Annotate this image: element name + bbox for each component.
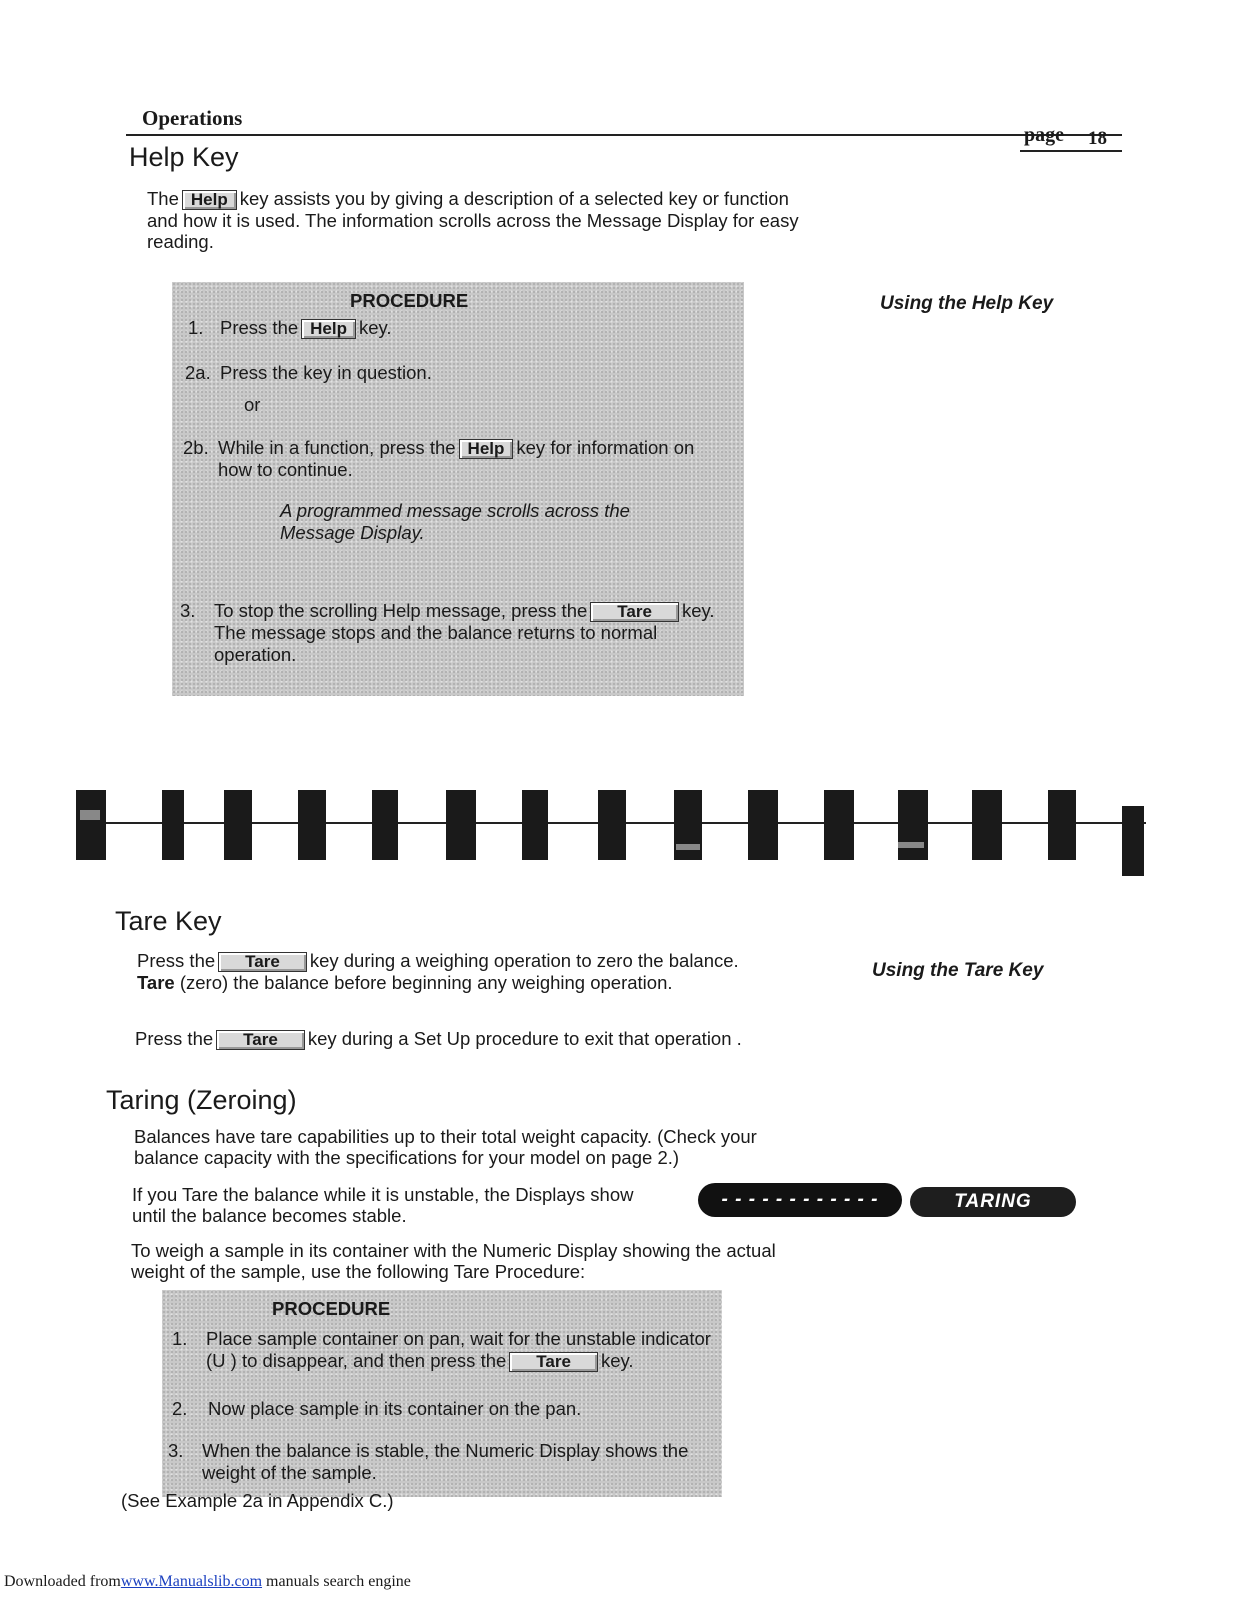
help-procedure-box bbox=[172, 282, 744, 696]
key-strip-divider bbox=[76, 780, 1146, 880]
step-text: key. bbox=[600, 1350, 634, 1371]
manualslib-link[interactable]: www.Manualslib.com bbox=[120, 1573, 263, 1590]
text-line: weight of the sample, use the following Tare Procedure: bbox=[131, 1261, 586, 1282]
footer-prefix: Downloaded from bbox=[4, 1573, 121, 1590]
step-number: 2b. bbox=[183, 437, 209, 458]
step-number: 2a. bbox=[185, 362, 211, 383]
tare-key-heading: Tare Key bbox=[115, 906, 222, 936]
p1-c: (zero) the balance before beginning any weighing operation. bbox=[179, 972, 673, 993]
procedure-step-2: Now place sample in its container on the pan. bbox=[208, 1398, 582, 1419]
see-example-note: (See Example 2a in Appendix C.) bbox=[121, 1490, 394, 1511]
procedure-step-2a: Press the key in question. bbox=[220, 362, 432, 383]
step-text: When the balance is stable, the Numeric Display shows the bbox=[202, 1440, 689, 1461]
footer-suffix: manuals search engine bbox=[262, 1573, 411, 1590]
step-text: how to continue. bbox=[218, 459, 353, 480]
procedure-step-2b bbox=[218, 437, 738, 481]
help-key-icon: Help bbox=[301, 319, 356, 339]
text-line: until the balance becomes stable. bbox=[132, 1205, 407, 1226]
procedure-step-3 bbox=[202, 1440, 712, 1484]
procedure-note bbox=[280, 500, 630, 544]
page-number-underline bbox=[1020, 150, 1122, 152]
text-line: balance capacity with the specifications for your model on page 2.) bbox=[134, 1147, 680, 1168]
step-text: Press the bbox=[220, 317, 299, 338]
note-line: A programmed message scrolls across the bbox=[280, 500, 630, 521]
download-footer bbox=[4, 1573, 411, 1591]
tare-key-side-label: Using the Tare Key bbox=[872, 960, 1044, 981]
step-text: key for information on bbox=[516, 437, 695, 458]
note-line: Message Display. bbox=[280, 522, 425, 543]
tare-key-paragraph-2 bbox=[135, 1028, 835, 1050]
procedure-step-1 bbox=[206, 1328, 716, 1372]
step-text: key. bbox=[359, 317, 392, 338]
text-line: Balances have tare capabilities up to their total weight capacity. (Check your bbox=[134, 1126, 757, 1147]
taring-heading: Taring (Zeroing) bbox=[106, 1085, 297, 1115]
numeric-display-dashes: - - - - - - - - - - - - bbox=[698, 1183, 902, 1217]
procedure-step-3 bbox=[214, 600, 744, 666]
text-line: If you Tare the balance while it is unstable, the Displays show bbox=[132, 1184, 634, 1205]
taring-paragraph-1 bbox=[134, 1126, 814, 1168]
step-number: 1. bbox=[188, 317, 204, 338]
step-number: 1. bbox=[172, 1328, 188, 1349]
tare-bold: Tare bbox=[137, 972, 175, 993]
help-key-intro bbox=[147, 188, 807, 252]
step-text: The message stops and the balance returns to normal operation. bbox=[214, 622, 658, 665]
tare-key-icon: Tare bbox=[218, 952, 307, 972]
p2-b: key during a Set Up procedure to exit that operation . bbox=[307, 1028, 742, 1049]
text-line: To weigh a sample in its container with the Numeric Display showing the actual bbox=[131, 1240, 776, 1261]
step-number: 2. bbox=[172, 1398, 188, 1419]
tare-key-icon: Tare bbox=[509, 1352, 598, 1372]
page-label: page bbox=[1024, 124, 1064, 146]
step-text: weight of the sample. bbox=[202, 1462, 377, 1483]
header-rule bbox=[126, 134, 1122, 136]
intro-line1: key assists you by giving a description of a selected key or function bbox=[239, 188, 789, 209]
step-number: 3. bbox=[180, 600, 196, 621]
p1-b: key during a weighing operation to zero the balance. bbox=[309, 950, 739, 971]
tare-key-icon: Tare bbox=[590, 602, 679, 622]
section-header: Operations bbox=[142, 106, 243, 130]
procedure-title: PROCEDURE bbox=[350, 290, 469, 311]
step-number: 3. bbox=[168, 1440, 184, 1461]
intro-line3: reading. bbox=[147, 231, 214, 252]
taring-paragraph-3 bbox=[131, 1240, 831, 1282]
p2-a: Press the bbox=[135, 1028, 214, 1049]
procedure-title: PROCEDURE bbox=[272, 1298, 391, 1319]
page-number: 18 bbox=[1088, 128, 1107, 149]
help-key-icon: Help bbox=[459, 439, 514, 459]
procedure-or: or bbox=[244, 394, 261, 415]
taring-paragraph-2 bbox=[132, 1184, 692, 1226]
step-text: Place sample container on pan, wait for the unstable indicator bbox=[206, 1328, 711, 1349]
intro-line2: and how it is used. The information scrolls across the Message Display for easy bbox=[147, 210, 799, 231]
p1-a: Press the bbox=[137, 950, 216, 971]
help-key-heading: Help Key bbox=[129, 142, 239, 172]
procedure-step-1 bbox=[220, 317, 392, 339]
step-text: While in a function, press the bbox=[218, 437, 456, 458]
help-key-icon: Help bbox=[182, 190, 237, 210]
tare-key-icon: Tare bbox=[216, 1030, 305, 1050]
step-text: To stop the scrolling Help message, press the bbox=[214, 600, 588, 621]
help-key-side-label: Using the Help Key bbox=[880, 293, 1054, 314]
tare-procedure-box bbox=[162, 1290, 722, 1497]
step-text: (U ) to disappear, and then press the bbox=[206, 1350, 507, 1371]
tare-key-paragraph-1 bbox=[137, 950, 817, 993]
step-text: key. bbox=[681, 600, 715, 621]
message-display-taring: TARING bbox=[910, 1187, 1076, 1217]
intro-before: The bbox=[147, 188, 179, 209]
